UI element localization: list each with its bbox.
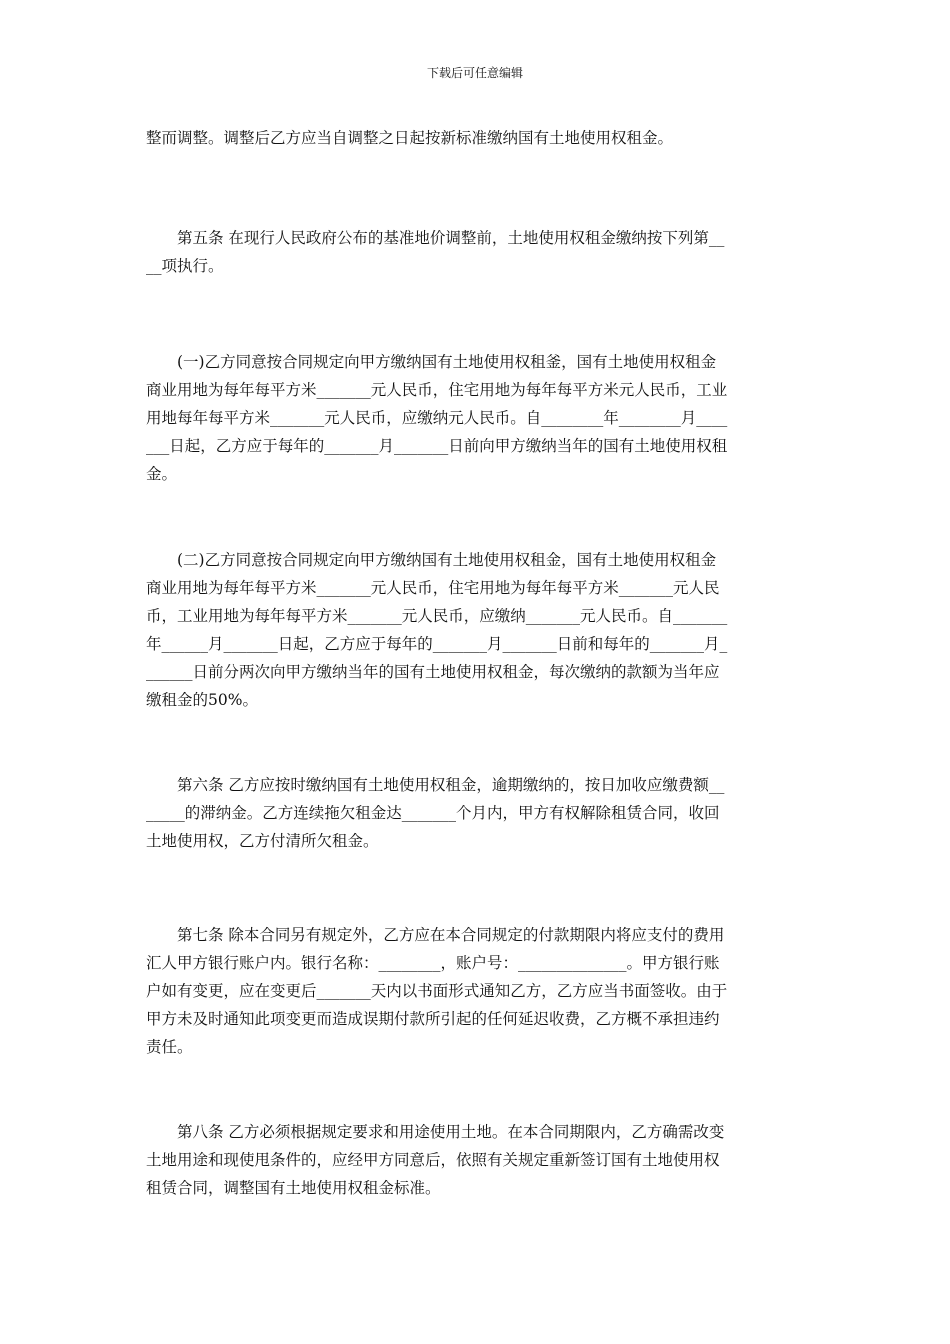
paragraph-option-1: (一)乙方同意按合同规定向甲方缴纳国有土地使用权租釜，国有土地使用权租金 商业用地为每年每平方米_______元人民币，住宅用地为每年每平方米元人民币，工业 用地每年每平方米_______元人民币，应缴纳元人民币。自________年________月____ ___日起，乙方应于每年的_______月_______日前向甲方缴纳当年的国有土地使用权租 金。	[146, 353, 728, 483]
paragraph-option-2: (二)乙方同意按合同规定向甲方缴纳国有土地使用权租金，国有土地使用权租金 商业用地为每年每平方米_______元人民币，住宅用地为每年每平方米_______元人民 币，工业用地为每年每平方米_______元人民币，应缴纳_______元人民币。自_______ 年______月_______日起，乙方应于每年的_______月_______日前和每年的_______月_ ______日前分两次向甲方缴纳当年的国有土地使用权租金，每次缴纳的款额为当年应 缴租金的50%。	[146, 551, 728, 709]
paragraph-article-6: 第六条 乙方应按时缴纳国有土地使用权租金，逾期缴纳的，按日加收应缴费额__ _____的滞纳金。乙方连续拖欠租金达_______个月内，甲方有权解除租赁合同，收回 土地使用权，乙方付清所欠租金。	[146, 776, 725, 850]
paragraph-article-7: 第七条 除本合同另有规定外，乙方应在本合同规定的付款期限内将应支付的费用 汇人甲方银行账户内。银行名称：________，账户号：______________。甲方银行账 户如有变更，应在变更后_______天内以书面形式通知乙方，乙方应当书面签收。由于 甲方未及时通知此项变更而造成误期付款所引起的任何延迟收费，乙方概不承担违约 责任。	[146, 926, 728, 1056]
page-header: 下载后可任意编辑	[426, 66, 523, 80]
paragraph-article-8: 第八条 乙方必须根据规定要求和用途使用土地。在本合同期限内，乙方确需改变 土地用途和现使甩条件的，应经甲方同意后，依照有关规定重新签订国有土地使用权 租赁合同，调整国有土地使用权租金标准。	[146, 1123, 725, 1197]
paragraph-continuation: 整而调整。调整后乙方应当自调整之日起按新标准缴纳国有土地使用权租金。	[146, 129, 674, 147]
paragraph-article-5: 第五条 在现行人民政府公布的基准地价调整前，土地使用权租金缴纳按下列第__ __项执行。	[146, 229, 725, 275]
